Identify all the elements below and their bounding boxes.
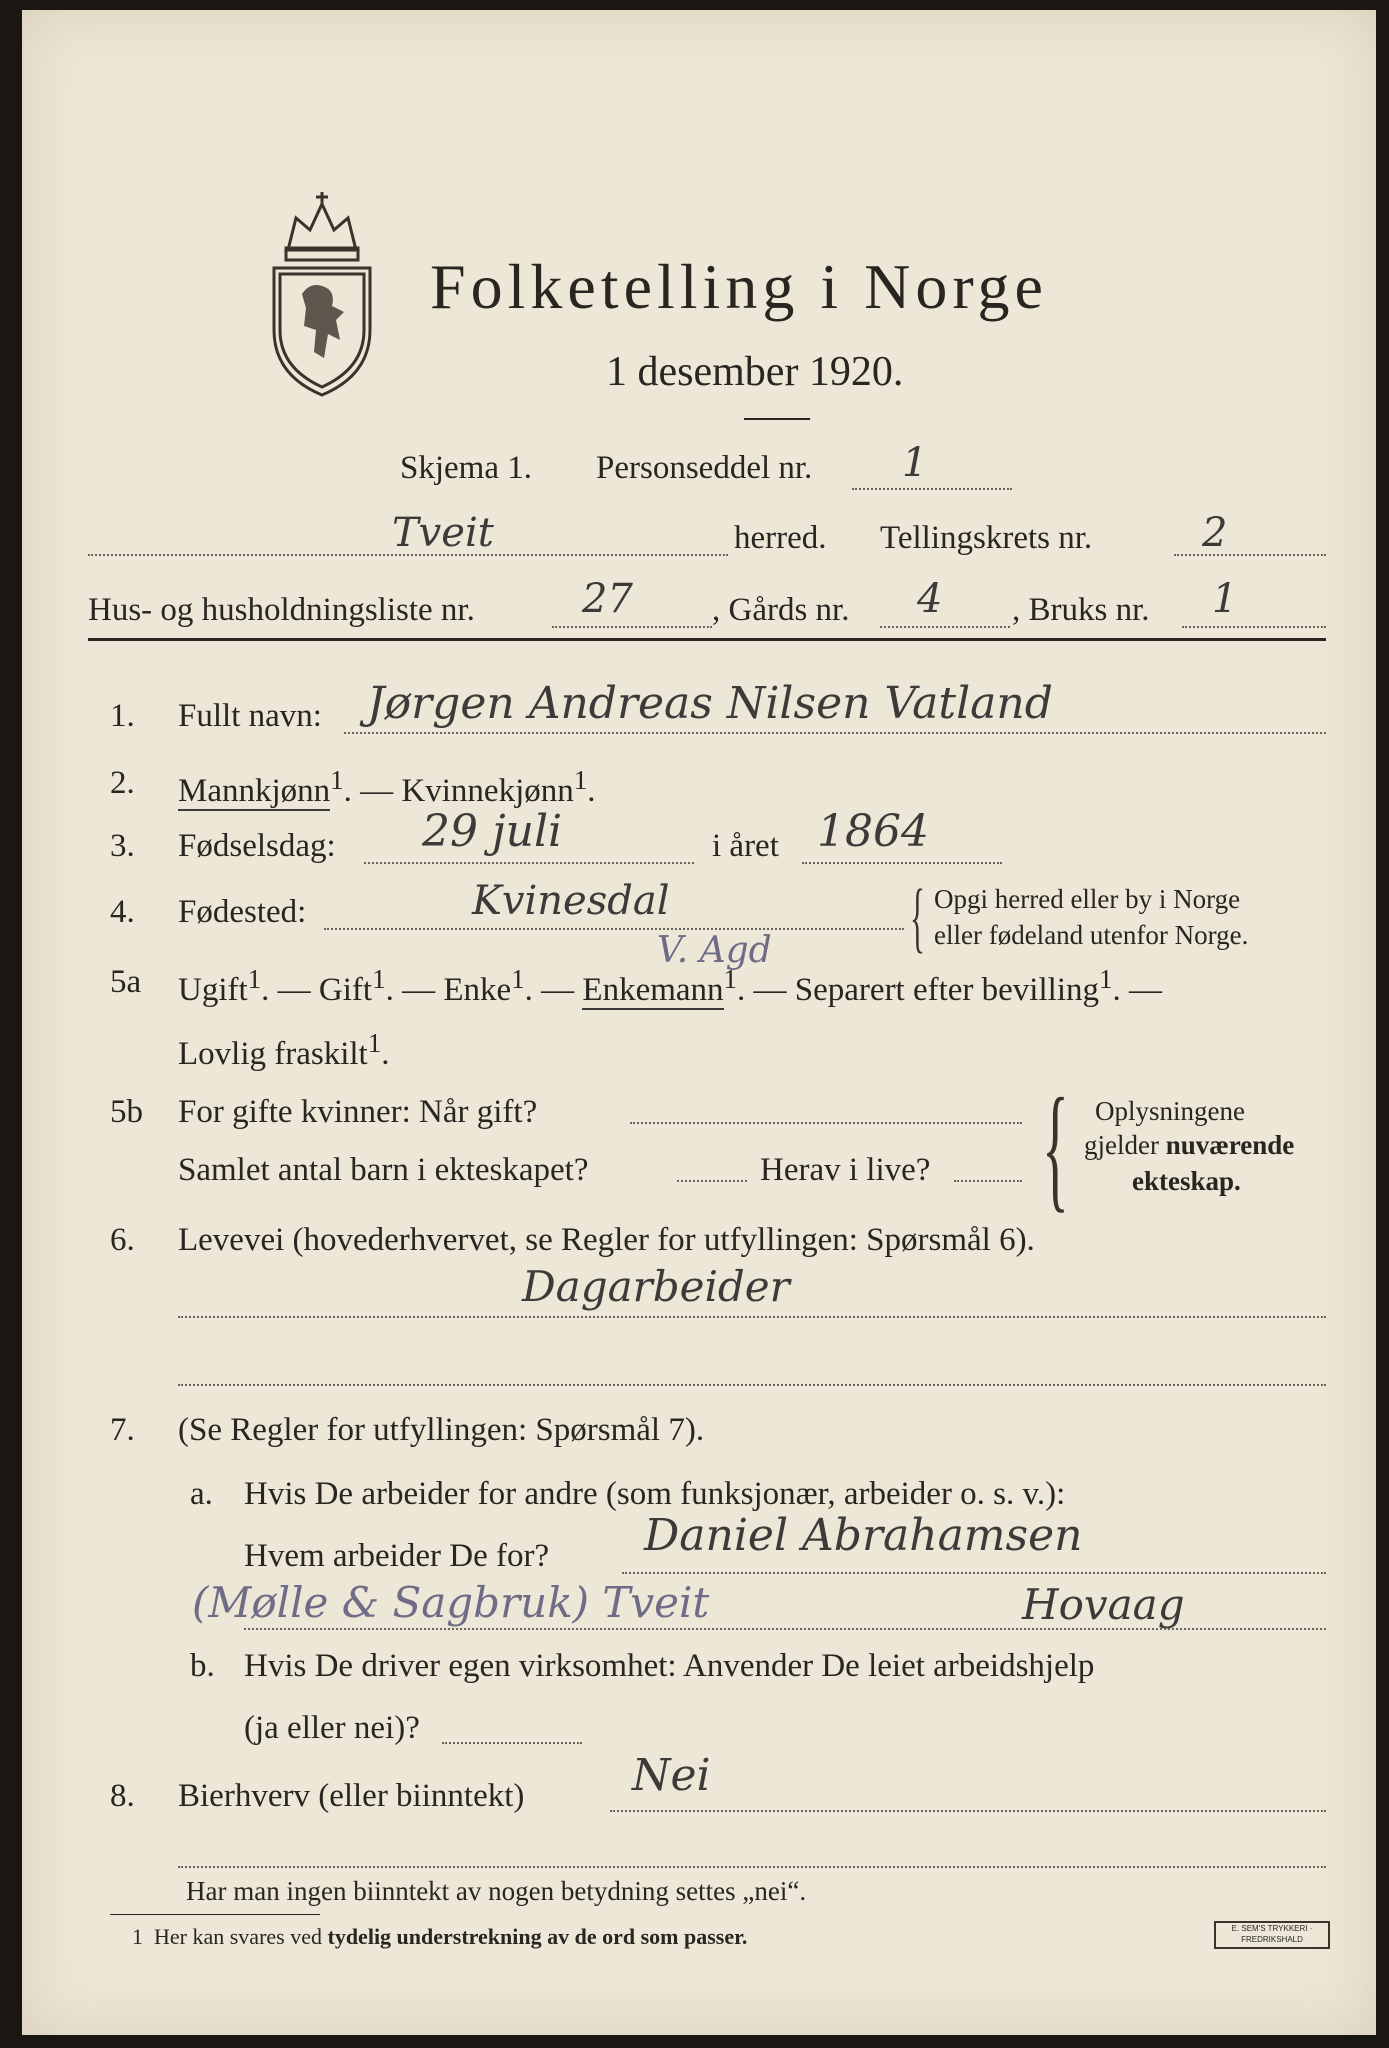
q7b-text: Hvis De driver egen virksomhet: Anvender De leiet arbeidshjelp <box>244 1648 1095 1684</box>
employer-place-value: Hovaag <box>1022 1580 1185 1629</box>
q5b-married-when-label: For gifte kvinner: Når gift? <box>178 1094 538 1130</box>
herred-label: herred. <box>734 520 827 556</box>
q5b-alive-label: Herav i live? <box>760 1152 931 1188</box>
q5a-number: 5a <box>110 964 142 1000</box>
birthplace-field[interactable] <box>324 928 904 930</box>
q7a-letter: a. <box>190 1476 213 1512</box>
census-date: 1 desember 1920. <box>606 349 904 395</box>
tellingskrets-label: Tellingskrets nr. <box>880 520 1093 556</box>
occupation-field-line2[interactable] <box>178 1384 1326 1386</box>
full-name-field[interactable] <box>344 732 1326 734</box>
q7-number: 7. <box>110 1412 135 1448</box>
q5b-note-line3: ekteskap. <box>1132 1166 1241 1196</box>
q4-note-line1: Opgi herred eller by i Norge <box>934 884 1241 914</box>
occupation-value: Dagarbeider <box>522 1262 790 1311</box>
footnote: 1 Her kan svares ved tydelig understrekning av de ord som passer. <box>132 1924 748 1949</box>
year-label: i året <box>712 828 779 864</box>
q6-label: Levevei (hovederhvervet, se Regler for utfyllingen: Spørsmål 6). <box>178 1222 1035 1258</box>
skjema-label: Skjema 1. <box>400 450 532 486</box>
married-when-field[interactable] <box>630 1122 1022 1124</box>
hus-value: 27 <box>582 576 633 622</box>
side-income-field[interactable] <box>610 1810 1326 1812</box>
employer-field-line2[interactable] <box>244 1628 1326 1630</box>
q1-label: Fullt navn: <box>178 698 322 734</box>
q8-label: Bierhverv (eller biinntekt) <box>178 1778 525 1814</box>
q4-number: 4. <box>110 894 135 930</box>
q5b-number: 5b <box>110 1094 143 1130</box>
q5b-note-line1: Oplysningene <box>1095 1096 1245 1126</box>
marital-status-options: Ugift$^1$. — Gift$^1$. — Enke$^1$. — Enkemann$^1$. — Separert efter bevilling$^1$. — <box>178 964 1162 1008</box>
sex-option-kvinne[interactable]: Kvinnekjønn <box>401 773 574 809</box>
children-count-field[interactable] <box>677 1180 747 1182</box>
birth-year-value: 1864 <box>817 806 929 857</box>
bruks-label: , Bruks nr. <box>1012 592 1150 628</box>
form-title: Folketelling i Norge <box>430 251 1048 322</box>
marital-lovlig-fraskilt[interactable]: Lovlig fraskilt <box>178 1036 368 1072</box>
sex-option-mann[interactable]: Mannkjønn <box>178 773 331 809</box>
q4-note-line2: eller fødeland utenfor Norge. <box>934 920 1249 950</box>
q7a-text: Hvis De arbeider for andre (som funksjonær, arbeider o. s. v.): <box>244 1476 1066 1512</box>
personseddel-value: 1 <box>902 440 928 486</box>
hus-label: Hus- og husholdningsliste nr. <box>88 592 475 628</box>
gards-label: , Gårds nr. <box>712 592 850 628</box>
birthplace-value: Kvinesdal <box>472 878 670 924</box>
bruks-value: 1 <box>1212 576 1238 622</box>
q5b-note-brace: { <box>1042 1070 1069 1225</box>
occupation-field-line1[interactable] <box>178 1316 1326 1318</box>
q6-number: 6. <box>110 1222 135 1258</box>
side-income-value: Nei <box>632 1750 711 1801</box>
hus-field[interactable] <box>552 626 712 628</box>
marital-enkemann[interactable]: Enkemann <box>582 972 724 1008</box>
printer-stamp: E. SEM'S TRYKKERI · FREDRIKSHALD <box>1214 1921 1330 1949</box>
q7-label: (Se Regler for utfyllingen: Spørsmål 7). <box>178 1412 705 1448</box>
gards-field[interactable] <box>880 626 1010 628</box>
side-income-field-line2[interactable] <box>178 1866 1326 1868</box>
full-name-value: Jørgen Andreas Nilsen Vatland <box>367 678 1053 729</box>
header-divider <box>88 638 1326 641</box>
side-income-note: Har man ingen biinntekt av nogen betydning settes „nei“. <box>186 1876 807 1906</box>
personseddel-label: Personseddel nr. <box>596 450 813 486</box>
birthday-field[interactable] <box>364 862 694 864</box>
q3-label: Fødselsdag: <box>178 828 336 864</box>
marital-gift[interactable]: Gift <box>318 972 373 1008</box>
q1-number: 1. <box>110 698 135 734</box>
census-form-sheet <box>22 10 1376 2035</box>
marital-separert[interactable]: Separert efter bevilling <box>794 972 1099 1008</box>
employer-business-annotation: (Mølle & Sagbruk) Tveit <box>192 1578 710 1627</box>
marital-ugift[interactable]: Ugift <box>178 972 248 1008</box>
children-alive-field[interactable] <box>954 1180 1022 1182</box>
birth-year-field[interactable] <box>802 862 1002 864</box>
q2-sex-options: Mannkjønn$^1$. — Kvinnekjønn$^1$. <box>178 765 596 809</box>
norway-coat-of-arms-icon <box>266 190 378 400</box>
q7a-who-label: Hvem arbeider De for? <box>244 1538 550 1574</box>
q8-number: 8. <box>110 1778 135 1814</box>
bruks-field[interactable] <box>1182 626 1326 628</box>
q7b-letter: b. <box>190 1648 215 1684</box>
q4-note-brace: { <box>910 873 925 960</box>
birthday-value: 29 juli <box>422 806 563 857</box>
footnote-divider <box>110 1914 320 1915</box>
tellingskrets-field[interactable] <box>1174 554 1326 556</box>
employer-field[interactable] <box>622 1572 1326 1574</box>
q5b-note-line2: gjelder nuværende <box>1084 1130 1295 1160</box>
marital-lovlig-line: Lovlig fraskilt$^1$. <box>178 1028 390 1072</box>
q7b-text2: (ja eller nei)? <box>244 1710 420 1746</box>
tellingskrets-value: 2 <box>1202 510 1228 556</box>
personseddel-field[interactable] <box>852 488 1012 490</box>
birthplace-annotation: V. Agd <box>657 930 772 971</box>
title-divider <box>744 418 810 420</box>
herred-value: Tveit <box>392 510 494 556</box>
q4-label: Fødested: <box>178 894 307 930</box>
hired-help-field[interactable] <box>442 1742 582 1744</box>
employer-value: Daniel Abrahamsen <box>644 1510 1083 1561</box>
gards-value: 4 <box>917 576 943 622</box>
q2-number: 2. <box>110 765 135 801</box>
q5b-children-label: Samlet antal barn i ekteskapet? <box>178 1152 589 1188</box>
q3-number: 3. <box>110 828 135 864</box>
marital-enke[interactable]: Enke <box>443 972 512 1008</box>
